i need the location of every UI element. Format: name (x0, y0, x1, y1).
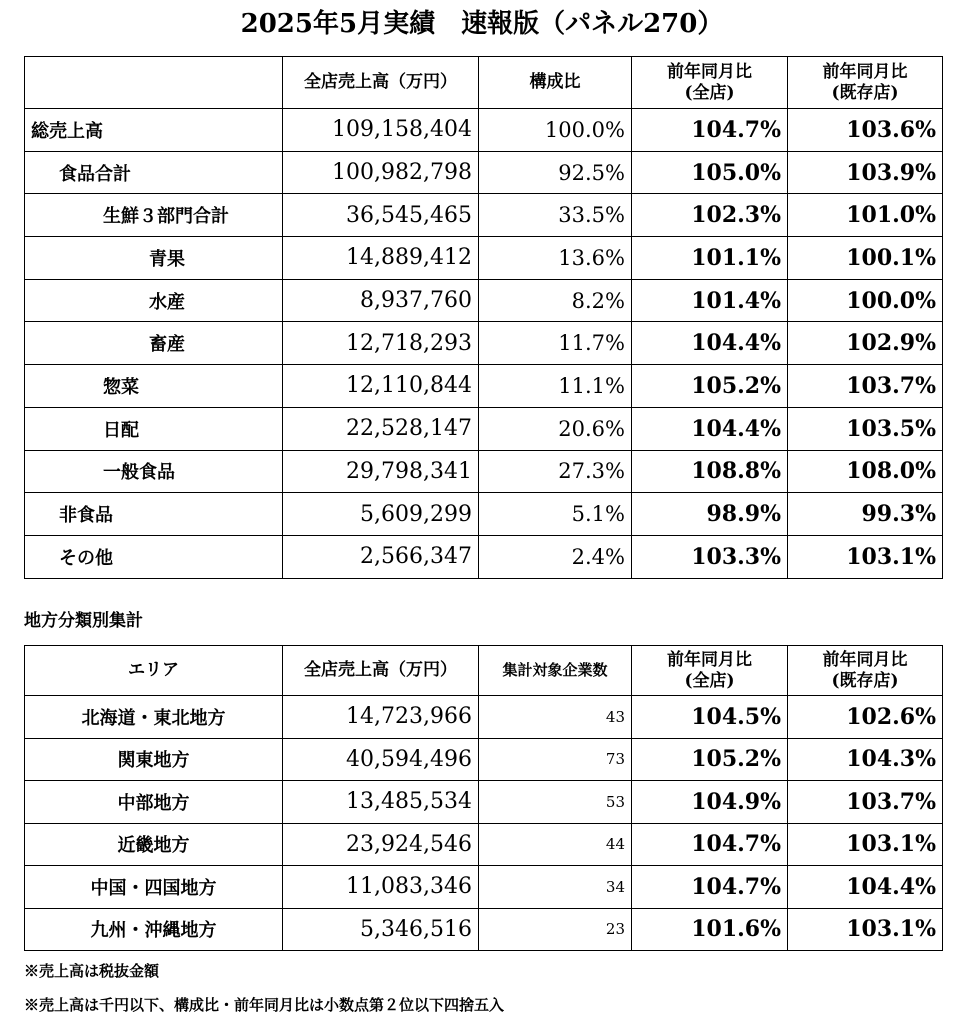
area-yoy-existing-value: 103.7% (788, 781, 943, 824)
row-label: 水産 (25, 279, 283, 322)
area-yoy-all-value: 104.9% (632, 781, 788, 824)
area-summary-table (24, 645, 943, 951)
yoy-existing-value: 103.9% (788, 151, 943, 194)
share-value: 2.4% (479, 535, 632, 578)
table-row (25, 781, 943, 824)
area-yoy-all-value: 104.7% (632, 823, 788, 866)
sales-value: 36,545,465 (283, 194, 479, 237)
yoy-all-value: 104.7% (632, 109, 788, 152)
yoy-existing-value: 108.0% (788, 450, 943, 493)
area-label: 関東地方 (25, 738, 283, 781)
row-label: 食品合計 (25, 151, 283, 194)
share-value: 20.6% (479, 407, 632, 450)
area-label: 九州・沖縄地方 (25, 908, 283, 951)
sales-value: 14,889,412 (283, 237, 479, 280)
table-row (25, 322, 943, 365)
sales-value: 100,982,798 (283, 151, 479, 194)
share-value: 27.3% (479, 450, 632, 493)
table-row (25, 696, 943, 739)
yoy-existing-value: 103.6% (788, 109, 943, 152)
yoy-existing-value: 103.7% (788, 365, 943, 408)
header-sales: 全店売上高（万円） (283, 57, 479, 109)
area-sales-value: 13,485,534 (283, 781, 479, 824)
sales-value: 12,718,293 (283, 322, 479, 365)
table-row (25, 194, 943, 237)
header-yoy-existing-line2: (既存店) (831, 82, 899, 103)
header-count: 集計対象企業数 (479, 646, 632, 696)
row-label: 一般食品 (25, 450, 283, 493)
sales-value: 2,566,347 (283, 535, 479, 578)
area-yoy-all-value: 104.5% (632, 696, 788, 739)
company-count-value: 43 (479, 696, 632, 739)
row-label: 非食品 (25, 493, 283, 536)
share-value: 11.1% (479, 365, 632, 408)
area-yoy-existing-value: 102.6% (788, 696, 943, 739)
share-value: 8.2% (479, 279, 632, 322)
area-label: 北海道・東北地方 (25, 696, 283, 739)
company-count-value: 44 (479, 823, 632, 866)
sales-table-header-row (25, 57, 943, 109)
table-row (25, 535, 943, 578)
yoy-all-value: 101.1% (632, 237, 788, 280)
note-tax: ※売上高は税抜金額 (24, 962, 160, 980)
area-yoy-existing-value: 103.1% (788, 908, 943, 951)
sales-table-body (25, 109, 943, 579)
yoy-existing-value: 103.1% (788, 535, 943, 578)
row-label: 青果 (25, 237, 283, 280)
area-sales-value: 11,083,346 (283, 866, 479, 909)
row-label: 日配 (25, 407, 283, 450)
area-yoy-existing-value: 104.4% (788, 866, 943, 909)
sales-summary-table (24, 56, 943, 579)
section-title: 地方分類別集計 (24, 611, 143, 631)
header-area-yoy-all-line1: 前年同月比 (667, 649, 752, 670)
note-rounding: ※売上高は千円以下、構成比・前年同月比は小数点第２位以下四捨五入 (24, 996, 505, 1014)
page-title: 2025年5月実績 速報版（パネル270） (240, 9, 724, 39)
area-yoy-existing-value: 103.1% (788, 823, 943, 866)
header-yoy-all (632, 57, 788, 109)
header-area-yoy-existing (788, 646, 943, 696)
yoy-all-value: 104.4% (632, 322, 788, 365)
area-sales-value: 5,346,516 (283, 908, 479, 951)
company-count-value: 73 (479, 738, 632, 781)
row-label: 総売上高 (25, 109, 283, 152)
header-area-yoy-all (632, 646, 788, 696)
yoy-existing-value: 101.0% (788, 194, 943, 237)
table-row (25, 908, 943, 951)
row-label: 生鮮３部門合計 (25, 194, 283, 237)
share-value: 11.7% (479, 322, 632, 365)
table-row (25, 493, 943, 536)
share-value: 33.5% (479, 194, 632, 237)
area-sales-value: 14,723,966 (283, 696, 479, 739)
company-count-value: 23 (479, 908, 632, 951)
yoy-all-value: 105.0% (632, 151, 788, 194)
table-row (25, 738, 943, 781)
yoy-existing-value: 103.5% (788, 407, 943, 450)
yoy-all-value: 105.2% (632, 365, 788, 408)
area-sales-value: 40,594,496 (283, 738, 479, 781)
header-yoy-existing-line1: 前年同月比 (822, 61, 908, 82)
area-yoy-all-value: 101.6% (632, 908, 788, 951)
yoy-all-value: 98.9% (632, 493, 788, 536)
area-table-body (25, 696, 943, 951)
header-yoy-all-line1: 前年同月比 (667, 61, 752, 82)
yoy-existing-value: 102.9% (788, 322, 943, 365)
share-value: 13.6% (479, 237, 632, 280)
area-sales-value: 23,924,546 (283, 823, 479, 866)
table-row (25, 407, 943, 450)
header-area-yoy-all-line2: (全店) (684, 670, 735, 691)
yoy-all-value: 104.4% (632, 407, 788, 450)
row-label: その他 (25, 535, 283, 578)
table-row (25, 279, 943, 322)
table-row (25, 365, 943, 408)
header-area-yoy-existing-line2: (既存店) (831, 670, 899, 691)
company-count-value: 34 (479, 866, 632, 909)
row-label: 惣菜 (25, 365, 283, 408)
yoy-all-value: 101.4% (632, 279, 788, 322)
share-value: 92.5% (479, 151, 632, 194)
yoy-all-value: 108.8% (632, 450, 788, 493)
sales-value: 5,609,299 (283, 493, 479, 536)
share-value: 5.1% (479, 493, 632, 536)
area-label: 中部地方 (25, 781, 283, 824)
yoy-all-value: 103.3% (632, 535, 788, 578)
header-yoy-all-line2: (全店) (684, 82, 735, 103)
area-yoy-all-value: 104.7% (632, 866, 788, 909)
area-label: 近畿地方 (25, 823, 283, 866)
row-label: 畜産 (25, 322, 283, 365)
header-yoy-existing (788, 57, 943, 109)
area-yoy-all-value: 105.2% (632, 738, 788, 781)
area-yoy-existing-value: 104.3% (788, 738, 943, 781)
header-area-sales: 全店売上高（万円） (283, 646, 479, 696)
sales-value: 12,110,844 (283, 365, 479, 408)
company-count-value: 53 (479, 781, 632, 824)
table-row (25, 151, 943, 194)
area-table-header-row (25, 646, 943, 696)
sales-value: 8,937,760 (283, 279, 479, 322)
header-blank (25, 57, 283, 109)
header-area-yoy-existing-line1: 前年同月比 (822, 649, 908, 670)
sales-value: 109,158,404 (283, 109, 479, 152)
table-row (25, 109, 943, 152)
table-row (25, 823, 943, 866)
table-row (25, 450, 943, 493)
header-area: エリア (25, 646, 283, 696)
table-row (25, 866, 943, 909)
yoy-all-value: 102.3% (632, 194, 788, 237)
table-row (25, 237, 943, 280)
share-value: 100.0% (479, 109, 632, 152)
yoy-existing-value: 99.3% (788, 493, 943, 536)
sales-value: 29,798,341 (283, 450, 479, 493)
yoy-existing-value: 100.1% (788, 237, 943, 280)
header-share: 構成比 (479, 57, 632, 109)
area-label: 中国・四国地方 (25, 866, 283, 909)
yoy-existing-value: 100.0% (788, 279, 943, 322)
sales-value: 22,528,147 (283, 407, 479, 450)
